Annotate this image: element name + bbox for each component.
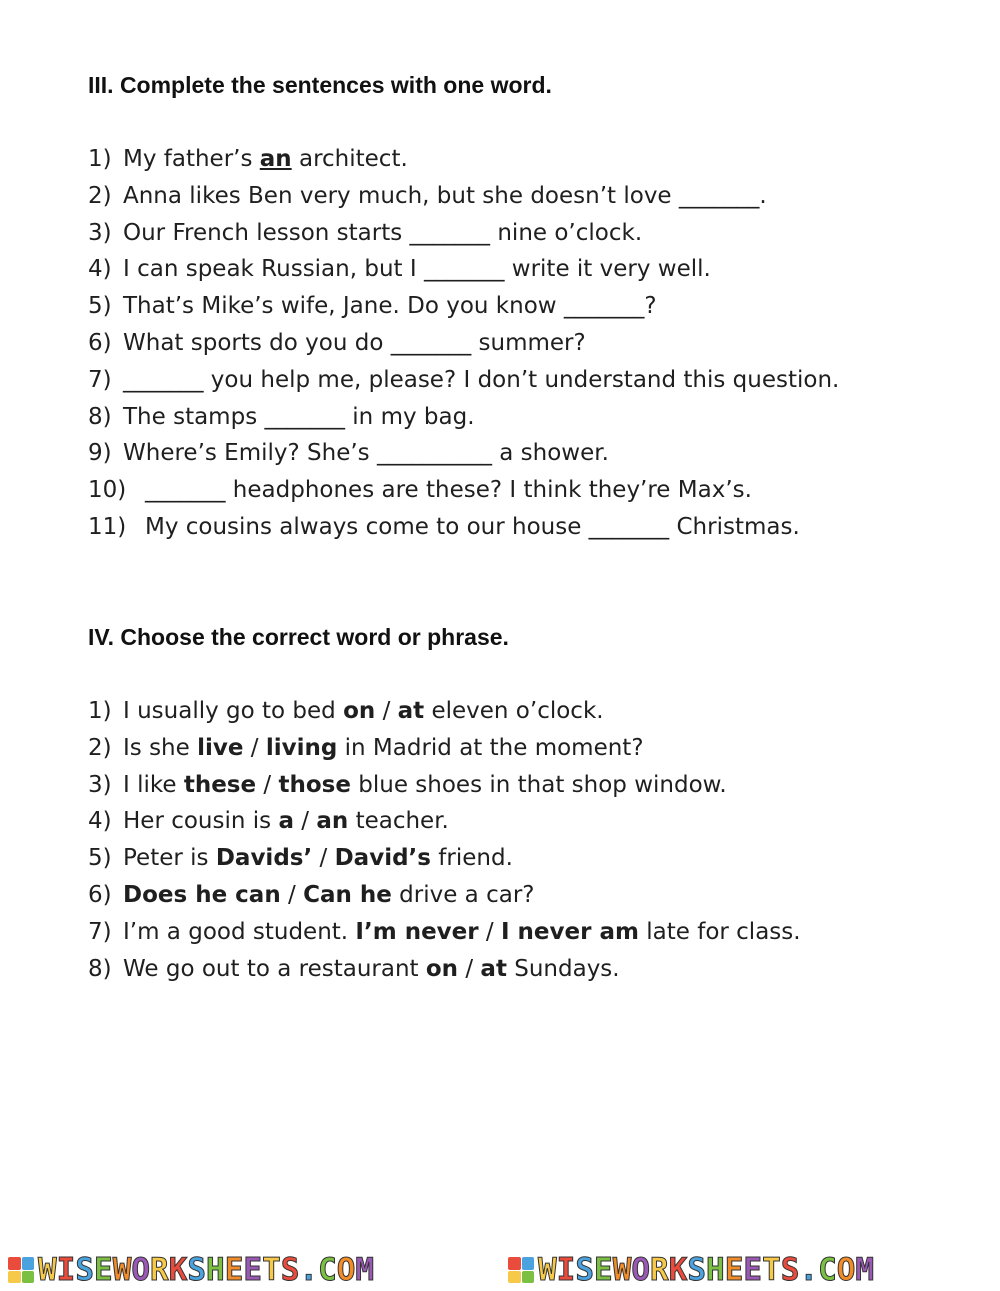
item-number: 2) (88, 182, 112, 209)
item-sentence: I can speak Russian, but I _______ write it very well. (123, 256, 711, 283)
footer-watermark (0, 1252, 1000, 1288)
watermark-logo (500, 1252, 1000, 1288)
section-3-heading: III. Complete the sentences with one word. (88, 72, 552, 98)
watermark-logo (0, 1252, 500, 1288)
section-3-item (88, 472, 839, 509)
section-4-heading: IV. Choose the correct word or phrase. (88, 624, 509, 650)
item-sentence: The stamps _______ in my bag. (123, 403, 475, 430)
item-sentence: What sports do you do _______ summer? (123, 329, 586, 356)
item-sentence: _______ you help me, please? I don’t understand this question. (123, 366, 840, 393)
item-sentence: My cousins always come to our house _______ Christmas. (145, 513, 800, 540)
item-sentence: Does he can / Can he drive a car? (123, 881, 535, 908)
item-sentence: I’m a good student. I’m never / I never am late for class. (123, 918, 801, 945)
item-number: 11) (88, 513, 127, 540)
item-number: 4) (88, 808, 112, 835)
item-sentence: _______ headphones are these? I think they’re Max’s. (145, 477, 752, 504)
item-sentence: My father’s an architect. (123, 146, 408, 172)
item-number: 10) (88, 477, 127, 504)
item-number: 7) (88, 366, 112, 393)
item-number: 3) (88, 771, 112, 798)
section-3-item (88, 215, 839, 252)
item-number: 9) (88, 440, 112, 467)
item-number: 8) (88, 403, 112, 430)
item-number: 3) (88, 219, 112, 246)
section-4-item (88, 730, 801, 767)
item-number: 2) (88, 734, 112, 761)
logo-text: WISEWORKSHEETS.COM (538, 1252, 875, 1288)
logo-squares-icon (8, 1257, 34, 1283)
item-sentence: I usually go to bed on / at eleven o’clock. (123, 698, 604, 724)
section-4-item (88, 840, 801, 877)
section-4-item (88, 767, 801, 804)
item-number: 6) (88, 329, 112, 356)
section-3-item (88, 288, 839, 325)
item-number: 1) (88, 146, 112, 172)
section-3-item (88, 178, 839, 215)
logo-squares-icon (508, 1257, 534, 1283)
section-3-item (88, 141, 839, 178)
item-sentence: We go out to a restaurant on / at Sundays. (123, 955, 620, 982)
section-3-item (88, 251, 839, 288)
item-number: 4) (88, 256, 112, 283)
section-4-item (88, 803, 801, 840)
item-sentence: Where’s Emily? She’s __________ a shower. (123, 440, 609, 467)
section-3-list (88, 141, 839, 546)
item-sentence: Anna likes Ben very much, but she doesn’t love _______. (123, 182, 767, 209)
section-3-item (88, 509, 839, 546)
item-number: 1) (88, 698, 112, 724)
item-number: 6) (88, 881, 112, 908)
item-sentence: Her cousin is a / an teacher. (123, 808, 449, 835)
section-4-item (88, 877, 801, 914)
section-4-list (88, 693, 801, 987)
item-number: 5) (88, 845, 112, 872)
item-number: 7) (88, 918, 112, 945)
section-4-item (88, 951, 801, 988)
item-sentence: That’s Mike’s wife, Jane. Do you know _______? (123, 293, 657, 320)
section-3-item (88, 325, 839, 362)
item-sentence: Is she live / living in Madrid at the moment? (123, 734, 644, 761)
item-number: 8) (88, 955, 112, 982)
item-number: 5) (88, 293, 112, 320)
section-3-item (88, 435, 839, 472)
item-sentence: Peter is Davids’ / David’s friend. (123, 845, 513, 872)
item-sentence: Our French lesson starts _______ nine o’clock. (123, 219, 643, 246)
section-4-item (88, 693, 801, 730)
item-sentence: I like these / those blue shoes in that shop window. (123, 771, 727, 798)
section-3-item (88, 399, 839, 436)
logo-text: WISEWORKSHEETS.COM (38, 1252, 375, 1288)
section-3-item (88, 362, 839, 399)
section-4-item (88, 914, 801, 951)
